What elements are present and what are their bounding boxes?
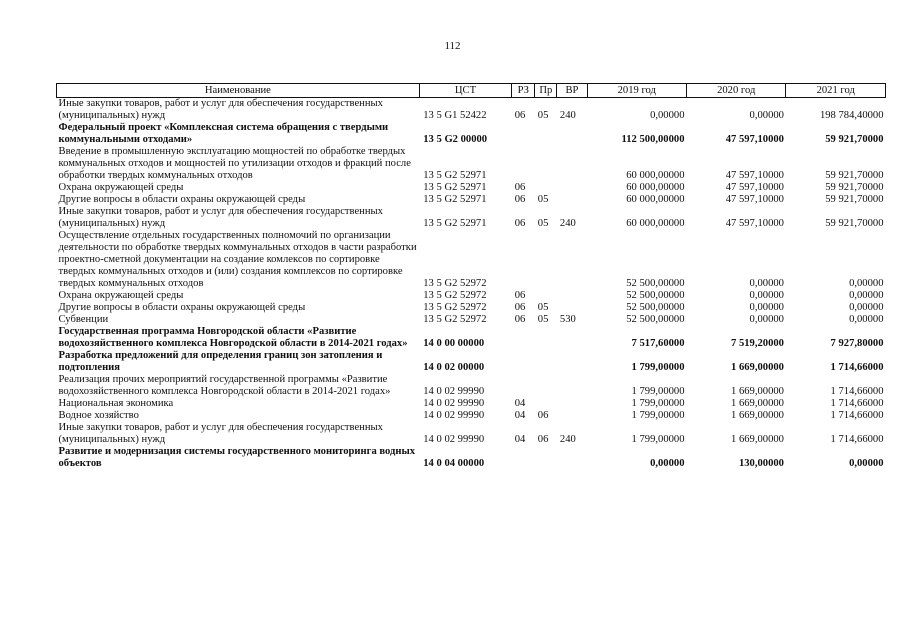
cell-2019: 60 000,00000 [626,170,685,181]
table-row [57,314,886,326]
cell-pr [535,122,557,146]
cell-name: Разработка предложений для определения границ зон затопления и подтопления [58,350,383,373]
table-row [57,302,886,314]
cell-rz: 04 [514,410,526,421]
cell-cst: 14 0 02 99990 [423,410,485,421]
cell-rz [512,374,535,398]
cell-name: Иные закупки товаров, работ и услуг для обеспечения государственных (муниципальных) нужд [58,98,383,121]
table-row [57,350,886,374]
cell-2019: 1 799,00000 [631,362,685,373]
cell-vr [557,122,587,146]
cell-rz [512,146,535,182]
cell-vr [557,302,587,314]
cell-2021: 59 921,70000 [825,182,884,193]
cell-cst: 13 5 G2 52971 [423,194,487,205]
cell-name: Реализация прочих мероприятий государственной программы «Развитие водохозяйственного комплекса Новгородской области в 2014-2021 годах» [58,374,391,397]
table-row [57,146,886,182]
cell-2021: 7 927,80000 [830,338,884,349]
cell-name: Субвенции [58,314,109,325]
cell-pr: 06 [537,434,549,445]
cell-2020: 1 669,00000 [731,398,784,409]
col-header-rz: РЗ [512,84,535,98]
cell-2021: 0,00000 [849,290,884,301]
table-row [57,446,886,470]
cell-rz: 06 [514,110,526,121]
cell-name: Национальная экономика [58,398,174,409]
cell-pr [535,374,557,398]
cell-cst: 13 5 G2 52972 [423,314,487,325]
cell-pr [535,230,557,290]
cell-2020: 0,00000 [749,290,784,301]
cell-rz [512,446,535,470]
cell-rz: 04 [514,398,526,409]
cell-vr [557,446,587,470]
cell-2019: 0,00000 [650,110,685,121]
cell-2019: 0,00000 [650,458,685,469]
cell-2021: 0,00000 [849,314,884,325]
cell-2021: 0,00000 [849,302,884,313]
cell-cst: 14 0 04 00000 [423,458,485,469]
cell-cst: 13 5 G2 00000 [423,134,488,145]
cell-cst: 14 0 02 00000 [423,362,485,373]
cell-rz [512,122,535,146]
cell-cst: 13 5 G2 52972 [423,290,487,301]
cell-pr: 06 [537,410,549,421]
cell-vr [557,326,587,350]
cell-2019: 112 500,00000 [621,134,685,145]
cell-cst: 14 0 02 99990 [423,434,485,445]
cell-name: Введение в промышленную эксплуатацию мощностей по обработке твердых коммунальных отходов и мощностей по утилизации отходов и фракций после обработки твердых коммунальных отходов [58,146,411,181]
cell-rz: 06 [514,302,526,313]
cell-name: Государственная программа Новгородской области «Развитие водохозяйственного комплекса Новгородской области в 2014-2021 годах» [58,326,408,349]
cell-2019: 60 000,00000 [626,218,685,229]
col-header-vr: ВР [557,84,587,98]
cell-rz: 06 [514,314,526,325]
cell-2019: 52 500,00000 [626,290,685,301]
col-header-pr: Пр [535,84,557,98]
cell-cst: 14 0 00 00000 [423,338,485,349]
cell-2019: 1 799,00000 [631,386,685,397]
cell-2019: 7 517,60000 [631,338,685,349]
table-row [57,290,886,302]
cell-2019: 52 500,00000 [626,302,685,313]
cell-2020: 47 597,10000 [725,182,784,193]
cell-name: Охрана окружающей среды [58,182,184,193]
cell-2019: 1 799,00000 [631,410,685,421]
cell-vr [557,398,587,410]
cell-2020: 0,00000 [749,302,784,313]
cell-2020: 1 669,00000 [731,410,784,421]
cell-2021: 59 921,70000 [825,194,884,205]
cell-2021: 1 714,66000 [830,386,884,397]
col-header-cst: ЦСТ [419,84,511,98]
cell-cst: 13 5 G2 52971 [423,182,487,193]
cell-2020: 0,00000 [749,110,784,121]
cell-vr [557,194,587,206]
table-row [57,194,886,206]
cell-name: Федеральный проект «Комплексная система обращения с твердыми коммунальными отходами» [58,122,389,145]
cell-pr [535,326,557,350]
cell-vr: 530 [559,314,576,325]
table-row [57,374,886,398]
cell-vr: 240 [559,110,576,121]
cell-2020: 7 519,20000 [731,338,784,349]
table-row [57,326,886,350]
cell-2019: 52 500,00000 [626,278,685,289]
cell-2020: 47 597,10000 [725,194,784,205]
cell-2020: 130,00000 [738,458,784,469]
cell-2019: 52 500,00000 [626,314,685,325]
col-header-name: Наименование [57,84,420,98]
cell-2021: 59 921,70000 [825,170,884,181]
cell-2020: 47 597,10000 [725,170,784,181]
table-row [57,230,886,290]
cell-cst: 14 0 02 99990 [423,386,485,397]
cell-name: Осуществление отдельных государственных полномочий по организации деятельности по обработке твердых коммунальных отходов в части разработки проектно-сметной документации на создание комлексов по сортировке твердых коммунальных отходов и (или) создания комплексов по сортировке твердых коммунальных отходов [58,230,417,289]
header-row [57,84,886,98]
cell-vr: 240 [559,434,576,445]
cell-2020: 0,00000 [749,278,784,289]
cell-name: Иные закупки товаров, работ и услуг для обеспечения государственных (муниципальных) нужд [58,422,383,445]
cell-2020: 47 597,10000 [725,218,784,229]
cell-2019: 60 000,00000 [626,182,685,193]
cell-pr: 05 [537,218,549,229]
cell-2021: 59 921,70000 [825,218,884,229]
table-row [57,98,886,123]
cell-2021: 59 921,70000 [825,134,884,145]
cell-name: Водное хозяйство [58,410,139,421]
cell-2019: 60 000,00000 [626,194,685,205]
cell-rz [512,350,535,374]
cell-name: Другие вопросы в области охраны окружающей среды [58,194,306,205]
table-row [57,122,886,146]
page-number: 112 [444,40,461,52]
cell-2021: 1 714,66000 [830,410,884,421]
cell-pr [535,446,557,470]
cell-cst: 14 0 02 99990 [423,398,485,409]
cell-2020: 0,00000 [749,314,784,325]
cell-2021: 1 714,66000 [830,362,884,373]
cell-rz: 06 [514,182,526,193]
table-row [57,410,886,422]
cell-2020: 1 669,00000 [731,362,784,373]
cell-pr [535,290,557,302]
cell-cst: 13 5 G2 52971 [423,218,487,229]
cell-pr: 05 [537,314,549,325]
cell-vr [557,182,587,194]
cell-rz: 06 [514,290,526,301]
cell-vr [557,350,587,374]
cell-pr [535,182,557,194]
cell-2020: 47 597,10000 [725,134,784,145]
table-row [57,206,886,230]
col-header-2019: 2019 год [587,84,686,98]
cell-2021: 198 784,40000 [819,110,884,121]
cell-pr [535,398,557,410]
cell-cst: 13 5 G2 52971 [423,170,487,181]
col-header-2020: 2020 год [687,84,786,98]
cell-pr: 05 [537,302,549,313]
col-header-2021: 2021 год [786,84,886,98]
cell-pr [535,146,557,182]
table-row [57,182,886,194]
cell-2019: 1 799,00000 [631,398,685,409]
cell-cst: 13 5 G1 52422 [423,110,487,121]
cell-rz [512,326,535,350]
cell-2021: 1 714,66000 [830,434,884,445]
cell-vr [557,230,587,290]
table-row [57,398,886,410]
cell-vr [557,146,587,182]
cell-vr [557,290,587,302]
cell-2021: 0,00000 [849,278,884,289]
cell-rz: 06 [514,194,526,205]
cell-pr [535,350,557,374]
cell-vr [557,374,587,398]
table-row [57,422,886,446]
cell-name: Охрана окружающей среды [58,290,184,301]
cell-name: Развитие и модернизация системы государственного мониторинга водных объектов [58,446,416,469]
cell-pr: 05 [537,194,549,205]
cell-2019: 1 799,00000 [631,434,685,445]
cell-2021: 0,00000 [849,458,884,469]
budget-table [56,83,886,470]
cell-rz: 06 [514,218,526,229]
cell-2020: 1 669,00000 [731,434,784,445]
cell-pr: 05 [537,110,549,121]
cell-rz [512,230,535,290]
cell-cst: 13 5 G2 52972 [423,278,487,289]
cell-2020: 1 669,00000 [731,386,784,397]
cell-name: Другие вопросы в области охраны окружающей среды [58,302,306,313]
cell-vr: 240 [559,218,576,229]
cell-rz: 04 [514,434,526,445]
cell-2021: 1 714,66000 [830,398,884,409]
cell-vr [557,410,587,422]
cell-name: Иные закупки товаров, работ и услуг для обеспечения государственных (муниципальных) нужд [58,206,383,229]
cell-cst: 13 5 G2 52972 [423,302,487,313]
